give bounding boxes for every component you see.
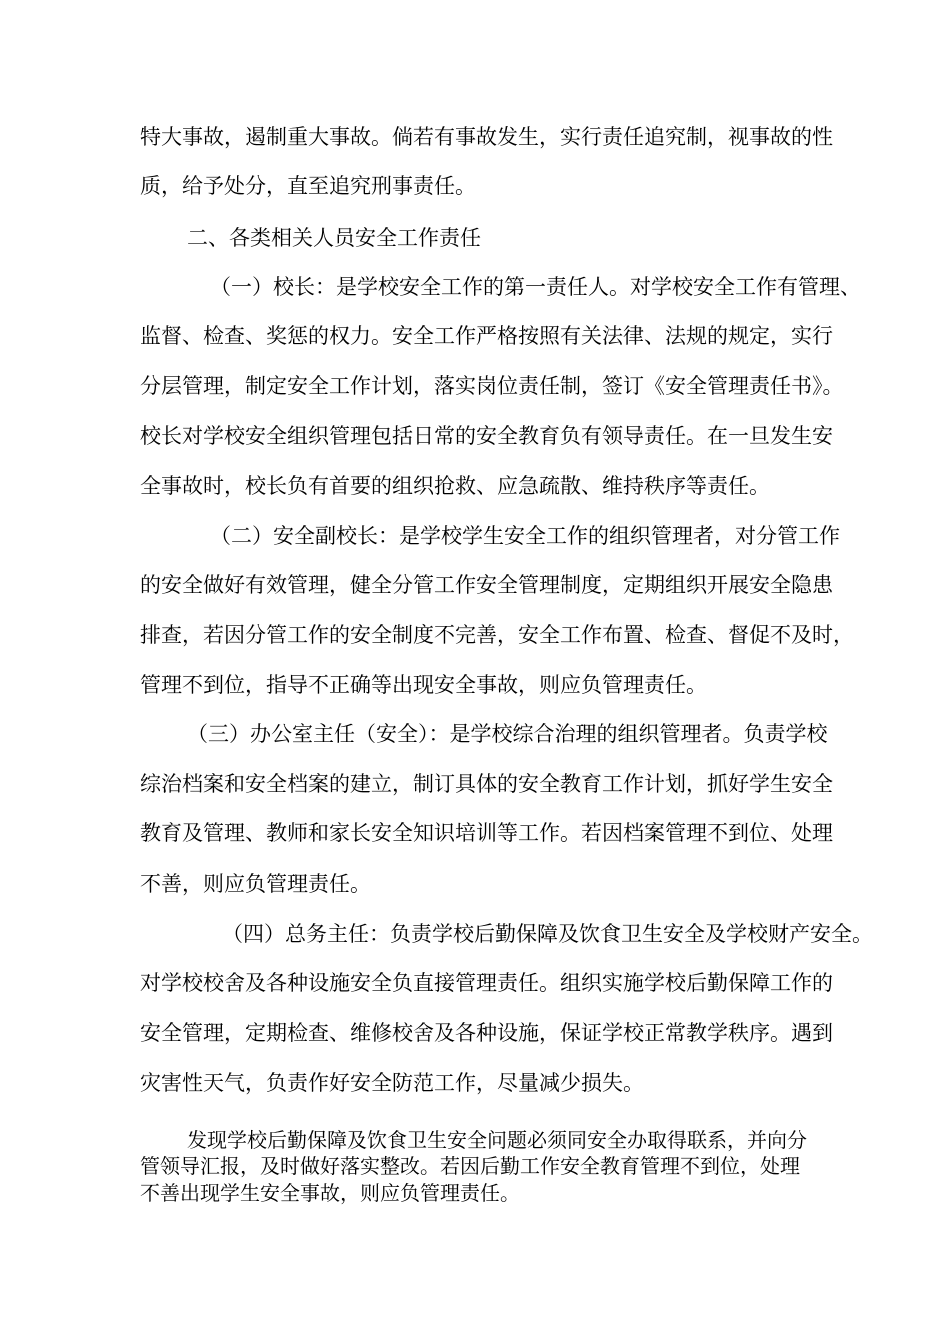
text-line: 管领导汇报，及时做好落实整改。若因后勤工作安全教育管理不到位，处理: [140, 1154, 800, 1178]
text-line: 不善，则应负管理责任。: [140, 872, 371, 896]
text-line: （四）总务主任：负责学校后勤保障及饮食卫生安全及学校财产安全。: [222, 922, 873, 946]
text-line: 监督、检查、奖惩的权力。安全工作严格按照有关法律、法规的规定，实行: [140, 324, 833, 348]
text-line: 分层管理，制定安全工作计划，落实岗位责任制，签订《安全管理责任书》。: [140, 374, 844, 398]
text-line: 安全管理，定期检查、维修校舍及各种设施，保证学校正常教学秩序。遇到: [140, 1021, 833, 1045]
text-line: （二）安全副校长：是学校学生安全工作的组织管理者，对分管工作: [210, 524, 840, 548]
text-line: 全事故时，校长负有首要的组织抢救、应急疏散、维持秩序等责任。: [140, 474, 770, 498]
text-line: 管理不到位，指导不正确等出现安全事故，则应负管理责任。: [140, 673, 707, 697]
text-line: 灾害性天气，负责作好安全防范工作，尽量减少损失。: [140, 1071, 644, 1095]
text-line: 教育及管理、教师和家长安全知识培训等工作。若因档案管理不到位、处理: [140, 821, 833, 845]
text-line: 对学校校舍及各种设施安全负直接管理责任。组织实施学校后勤保障工作的: [140, 971, 833, 995]
text-line: 不善出现学生安全事故，则应负管理责任。: [140, 1181, 520, 1205]
text-line: 发现学校后勤保障及饮食卫生安全问题必须同安全办取得联系，并向分: [187, 1128, 807, 1152]
text-line: （一）校长：是学校安全工作的第一责任人。对学校安全工作有管理、: [210, 275, 861, 299]
section-heading-text: 二、各类相关人员安全工作责任: [187, 226, 481, 250]
text-line: 排查，若因分管工作的安全制度不完善，安全工作布置、检查、督促不及时，: [140, 623, 854, 647]
text-line: （三）办公室主任（安全）：是学校综合治理的组织管理者。负责学校: [187, 722, 828, 746]
text-line: 质，给予处分，直至追究刑事责任。: [140, 174, 476, 198]
text-line: 特大事故，遏制重大事故。倘若有事故发生，实行责任追究制，视事故的性: [140, 125, 833, 149]
text-line: 校长对学校安全组织管理包括日常的安全教育负有领导责任。在一旦发生安: [140, 424, 833, 448]
text-line: 综治档案和安全档案的建立，制订具体的安全教育工作计划，抓好学生安全: [140, 772, 833, 796]
text-line: 的安全做好有效管理，健全分管工作安全管理制度，定期组织开展安全隐患: [140, 573, 833, 597]
